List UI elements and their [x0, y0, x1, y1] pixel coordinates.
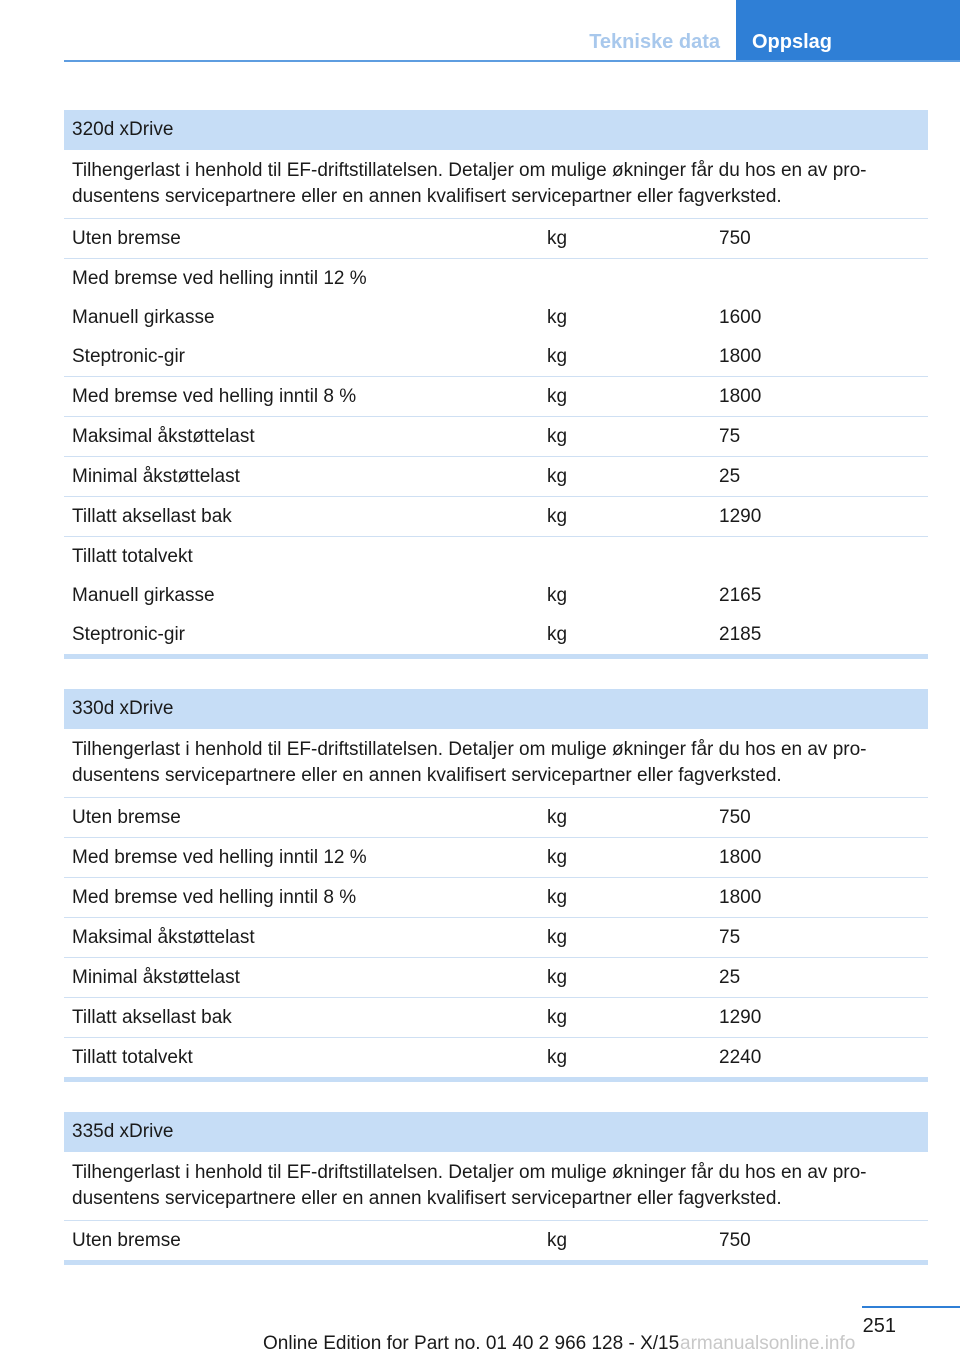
row-unit: kg — [547, 1047, 568, 1068]
row-value: 1800 — [719, 847, 762, 868]
row-value: 1800 — [719, 887, 762, 908]
table-row — [64, 798, 928, 838]
table-row — [64, 958, 928, 998]
table-row — [64, 537, 928, 576]
spec-table-330d — [64, 689, 928, 1082]
tab-oppslag[interactable]: Oppslag — [736, 0, 960, 62]
row-value: 1600 — [719, 307, 762, 328]
row-value: 2165 — [719, 585, 762, 606]
row-unit: kg — [547, 346, 568, 367]
tab-tekniske-data[interactable]: Tekniske data — [589, 31, 720, 53]
row-label: Minimal åkstøttelast — [72, 967, 240, 988]
row-value: 750 — [719, 1230, 751, 1251]
row-label: Med bremse ved helling inntil 8 % — [72, 887, 357, 908]
row-unit: kg — [547, 307, 568, 328]
row-label: Steptronic-gir — [72, 624, 185, 645]
row-label: Tillatt aksellast bak — [72, 506, 232, 527]
content — [64, 110, 928, 1295]
row-unit: kg — [547, 1230, 568, 1251]
table-row — [64, 219, 928, 259]
row-unit: kg — [547, 624, 568, 645]
row-value: 1290 — [719, 506, 762, 527]
row-label: Uten bremse — [72, 807, 181, 828]
row-value: 75 — [719, 426, 741, 447]
table-end-bar — [64, 1260, 928, 1265]
row-unit: kg — [547, 847, 568, 868]
row-label: Tillatt totalvekt — [72, 546, 193, 567]
table-end-bar — [64, 654, 928, 659]
header-divider — [64, 60, 960, 62]
table-end-bar — [64, 1077, 928, 1082]
row-value: 2240 — [719, 1047, 762, 1068]
row-label: Med bremse ved helling inntil 8 % — [72, 386, 357, 407]
table-row — [64, 457, 928, 497]
table-row — [64, 497, 928, 537]
table-row — [64, 337, 928, 377]
spec-table-335d — [64, 1112, 928, 1265]
table-row — [64, 417, 928, 457]
row-value: 1800 — [719, 346, 762, 367]
row-label: Uten bremse — [72, 1230, 181, 1251]
row-label: Med bremse ved helling inntil 12 % — [72, 268, 367, 289]
row-unit: kg — [547, 466, 568, 487]
row-label: Steptronic-gir — [72, 346, 185, 367]
row-label: Uten bremse — [72, 228, 181, 249]
page-number: 251 — [862, 1315, 896, 1337]
table-row — [64, 1038, 928, 1077]
row-unit: kg — [547, 967, 568, 988]
row-unit: kg — [547, 927, 568, 948]
row-value: 25 — [719, 466, 741, 487]
row-value: 1290 — [719, 1007, 762, 1028]
table-row — [64, 878, 928, 918]
row-value: 75 — [719, 927, 741, 948]
table-row — [64, 377, 928, 417]
row-unit: kg — [547, 887, 568, 908]
table-row — [64, 1221, 928, 1260]
table-row — [64, 576, 928, 615]
table-description: Tilhengerlast i henhold til EF-driftstillatelsen. Detaljer om mulige økninger får du hos en av pro-dusentens servicepartnere eller en annen kvalifisert servicepartner eller fagverksted. — [64, 150, 928, 219]
table-row — [64, 838, 928, 878]
row-label: Maksimal åkstøttelast — [72, 426, 255, 447]
row-unit: kg — [547, 228, 568, 249]
row-value: 2185 — [719, 624, 762, 645]
row-unit: kg — [547, 506, 568, 527]
row-unit: kg — [547, 386, 568, 407]
footer-divider — [862, 1306, 960, 1308]
row-label: Minimal åkstøttelast — [72, 466, 240, 487]
table-description: Tilhengerlast i henhold til EF-driftstillatelsen. Detaljer om mulige økninger får du hos en av pro-dusentens servicepartnere eller en annen kvalifisert servicepartner eller fagverksted. — [64, 1152, 928, 1221]
table-row — [64, 259, 928, 298]
row-value: 750 — [719, 228, 751, 249]
table-title: 335d xDrive — [64, 1112, 928, 1152]
row-value — [711, 537, 928, 576]
row-label: Manuell girkasse — [72, 307, 215, 328]
row-unit — [539, 537, 711, 576]
table-row — [64, 615, 928, 654]
table-row — [64, 918, 928, 958]
row-label: Med bremse ved helling inntil 12 % — [72, 847, 367, 868]
edition-text: Online Edition for Part no. 01 40 2 966 128 - X/15 — [263, 1333, 680, 1354]
row-unit: kg — [547, 807, 568, 828]
table-title: 330d xDrive — [64, 689, 928, 729]
row-value — [711, 259, 928, 298]
watermark: armanualsonline.info — [680, 1333, 856, 1354]
row-label: Manuell girkasse — [72, 585, 215, 606]
row-label: Tillatt totalvekt — [72, 1047, 193, 1068]
row-unit: kg — [547, 426, 568, 447]
row-label: Tillatt aksellast bak — [72, 1007, 232, 1028]
table-row — [64, 298, 928, 337]
page-header — [0, 0, 960, 62]
table-description: Tilhengerlast i henhold til EF-driftstillatelsen. Detaljer om mulige økninger får du hos en av pro-dusentens servicepartnere eller en annen kvalifisert servicepartner eller fagverksted. — [64, 729, 928, 798]
table-title: 320d xDrive — [64, 110, 928, 150]
row-value: 25 — [719, 967, 741, 988]
table-row — [64, 998, 928, 1038]
spec-table-320d — [64, 110, 928, 659]
row-value: 750 — [719, 807, 751, 828]
row-label: Maksimal åkstøttelast — [72, 927, 255, 948]
row-unit — [539, 259, 711, 298]
row-unit: kg — [547, 1007, 568, 1028]
row-unit: kg — [547, 585, 568, 606]
row-value: 1800 — [719, 386, 762, 407]
